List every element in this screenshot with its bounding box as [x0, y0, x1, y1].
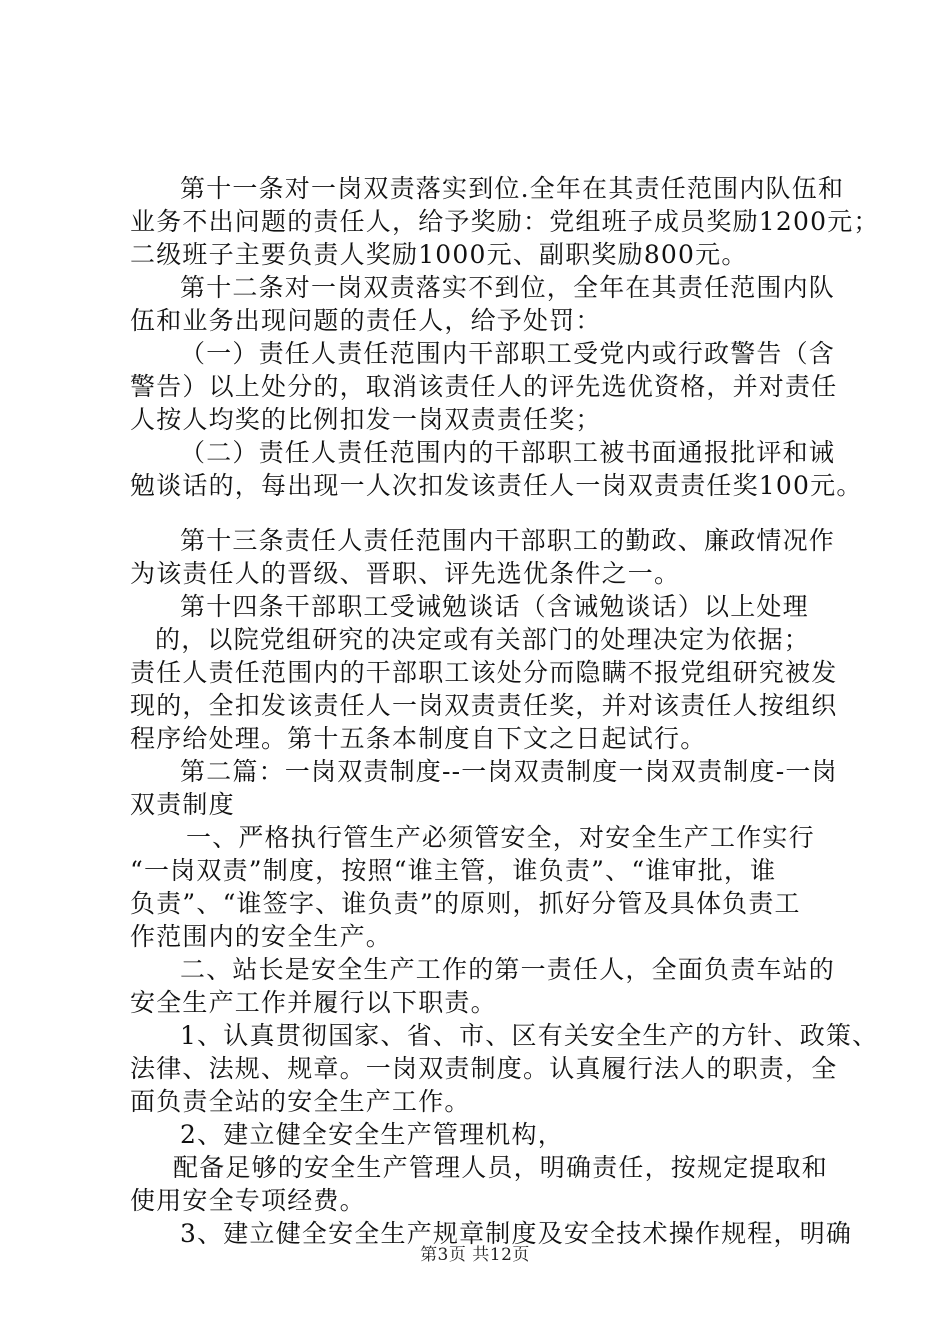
text-line: （二）责任人责任范围内的干部职工被书面通报批评和诫	[180, 438, 836, 467]
page-number-footer: 第3页 共12页	[420, 1245, 530, 1265]
text-line: 程序给处理。第十五条本制度自下文之日起试行。	[130, 724, 707, 753]
text-line: 第十四条干部职工受诫勉谈话（含诫勉谈话）以上处理	[180, 592, 809, 621]
text-line: 二级班子主要负责人奖励1000元、副职奖励800元。	[130, 240, 748, 269]
text-line: 配备足够的安全生产管理人员，明确责任，按规定提取和	[173, 1153, 829, 1182]
text-line: 3、建立健全安全生产规章制度及安全技术操作规程，明确	[180, 1219, 853, 1248]
text-line: 第十一条对一岗双责落实到位.全年在其责任范围内队伍和	[180, 174, 845, 203]
text-line: 勉谈话的，每出现一人次扣发该责任人一岗双责责任奖100元。	[130, 471, 863, 500]
text-line: 法律、法规、规章。一岗双责制度。认真履行法人的职责，全	[130, 1054, 838, 1083]
text-line: 人按人均奖的比例扣发一岗双责责任奖；	[130, 405, 602, 434]
text-line: 一、严格执行管生产必须管安全，对安全生产工作实行	[186, 823, 815, 852]
text-line: 2、建立健全安全生产管理机构，	[180, 1120, 564, 1149]
text-line: 负责”、“谁签字、谁负责”的原则，抓好分管及具体负责工	[130, 889, 801, 918]
text-line: “一岗双责”制度，按照“谁主管，谁负责”、“谁审批，谁	[130, 856, 777, 885]
text-line: 现的，全扣发该责任人一岗双责责任奖，并对该责任人按组织	[130, 691, 838, 720]
text-line: 第二篇：一岗双责制度--一岗双责制度一岗双责制度-一岗	[180, 757, 838, 786]
text-line: 安全生产工作并履行以下职责。	[130, 988, 497, 1017]
text-line: 警告）以上处分的，取消该责任人的评先选优资格，并对责任	[130, 372, 838, 401]
text-line: 使用安全专项经费。	[130, 1186, 366, 1215]
text-line: 双责制度	[130, 790, 235, 819]
text-line: （一）责任人责任范围内干部职工受党内或行政警告（含	[180, 339, 836, 368]
text-line: 的，以院党组研究的决定或有关部门的处理决定为依据；	[155, 625, 811, 654]
text-line: 业务不出问题的责任人，给予奖励：党组班子成员奖励1200元；	[130, 207, 880, 236]
text-line: 为该责任人的晋级、晋职、评先选优条件之一。	[130, 559, 681, 588]
text-line: 第十二条对一岗双责落实不到位，全年在其责任范围内队	[180, 273, 836, 302]
text-line: 二、站长是安全生产工作的第一责任人，全面负责车站的	[180, 955, 836, 984]
text-line: 面负责全站的安全生产工作。	[130, 1087, 471, 1116]
text-line: 作范围内的安全生产。	[130, 922, 393, 951]
text-line: 责任人责任范围内的干部职工该处分而隐瞒不报党组研究被发	[130, 658, 838, 687]
text-line: 1、认真贯彻国家、省、市、区有关安全生产的方针、政策、	[180, 1021, 879, 1050]
text-line: 伍和业务出现问题的责任人，给予处罚：	[130, 306, 602, 335]
text-line: 第十三条责任人责任范围内干部职工的勤政、廉政情况作	[180, 526, 836, 555]
